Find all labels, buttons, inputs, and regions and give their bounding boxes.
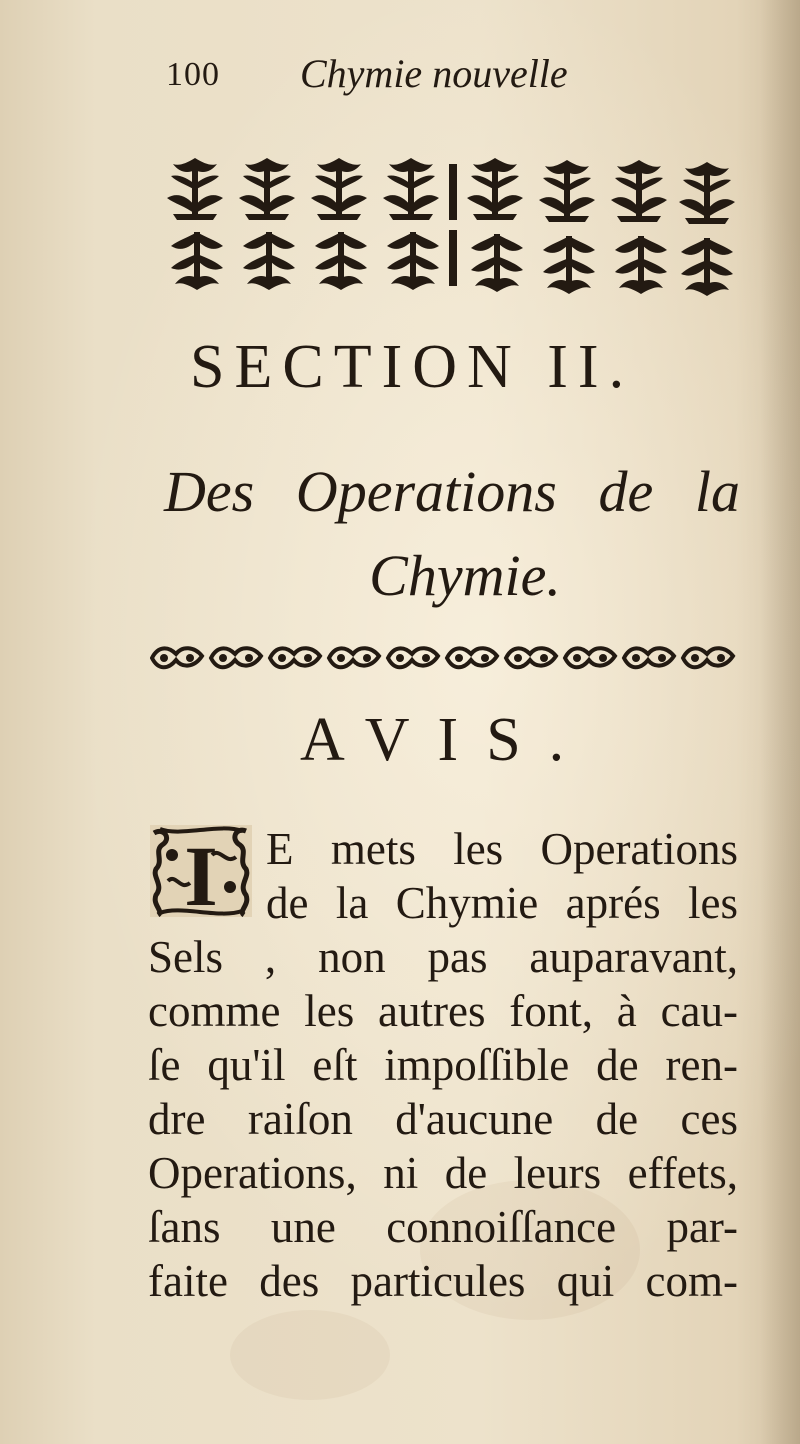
text-line: ſe qu'il eſt impoſſible de ren- bbox=[148, 1040, 738, 1090]
section-subtitle-line-1 bbox=[160, 450, 750, 534]
text-line: dre raiſon d'aucune de ces bbox=[148, 1094, 738, 1144]
printers-ornament-rule-icon bbox=[150, 638, 740, 678]
running-title: Chymie nouvelle bbox=[300, 51, 568, 96]
page-number: 100 bbox=[166, 56, 220, 93]
subtitle-word: Des bbox=[164, 459, 255, 524]
running-head bbox=[160, 48, 760, 108]
text-line: ſans une connoiſſance par- bbox=[148, 1202, 738, 1252]
fleuron-ornament-band-icon bbox=[165, 150, 740, 300]
subtitle-word: la bbox=[694, 459, 740, 524]
section-heading: SECTION II. bbox=[190, 333, 635, 401]
subtitle-word: Operations bbox=[295, 459, 557, 524]
text-line: E mets les Operations bbox=[266, 824, 738, 874]
notice-heading: AVIS. bbox=[300, 706, 593, 774]
page-edge-shadow bbox=[760, 0, 800, 1444]
drop-cap-letter: I bbox=[184, 828, 218, 917]
subtitle-word: de bbox=[598, 459, 654, 524]
section-subtitle bbox=[160, 450, 750, 618]
text-line: Operations, ni de leurs effets, bbox=[148, 1148, 738, 1198]
text-line: de la Chymie aprés les bbox=[266, 878, 738, 928]
text-line: faite des particules qui com- bbox=[148, 1256, 738, 1306]
section-subtitle-line-2: Chymie. bbox=[369, 543, 561, 608]
text-line: comme les autres font, à cau- bbox=[148, 986, 738, 1036]
text-line: Sels , non pas auparavant, bbox=[148, 932, 738, 982]
paper-stain bbox=[230, 1310, 390, 1400]
notice-body bbox=[148, 822, 738, 1308]
